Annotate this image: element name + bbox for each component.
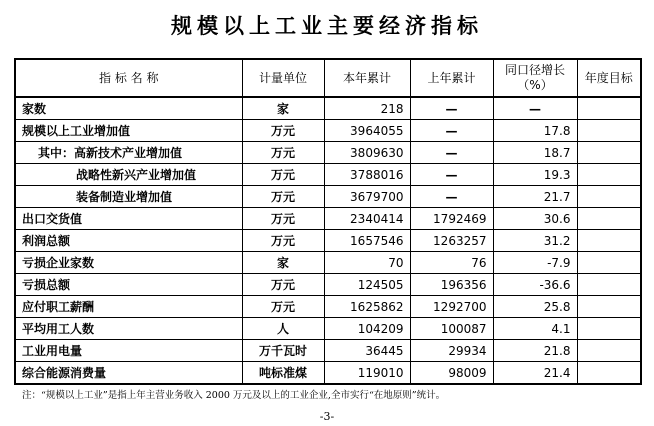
previous-value: — (410, 120, 493, 142)
indicator-name: 利润总额 (15, 230, 242, 252)
unit-cell: 万元 (242, 120, 324, 142)
current-value: 3679700 (324, 186, 410, 208)
current-value: 36445 (324, 340, 410, 362)
unit-cell: 人 (242, 318, 324, 340)
growth-value: 21.7 (493, 186, 577, 208)
target-value (577, 230, 641, 252)
unit-cell: 万元 (242, 274, 324, 296)
header-current: 本年累计 (324, 59, 410, 97)
indicator-name: 家数 (15, 97, 242, 120)
growth-value: 30.6 (493, 208, 577, 230)
target-value (577, 142, 641, 164)
previous-value: 29934 (410, 340, 493, 362)
current-value: 70 (324, 252, 410, 274)
indicator-name: 出口交货值 (15, 208, 242, 230)
header-growth-label: 同口径增长 (504, 63, 565, 77)
current-value: 1657546 (324, 230, 410, 252)
target-value (577, 186, 641, 208)
header-unit: 计量单位 (242, 59, 324, 97)
growth-value: 17.8 (493, 120, 577, 142)
previous-value: 1792469 (410, 208, 493, 230)
table-row (15, 296, 641, 318)
footnote: 注：“规模以上工业”是指上年主营业务收入 2000 万元及以上的工业企业,全市实行“在地原则”统计。 (22, 390, 446, 401)
table-row (15, 362, 641, 385)
table-row (15, 142, 641, 164)
unit-cell: 吨标准煤 (242, 362, 324, 385)
unit-cell: 家 (242, 252, 324, 274)
previous-value: 100087 (410, 318, 493, 340)
current-value: 124505 (324, 274, 410, 296)
current-value: 2340414 (324, 208, 410, 230)
previous-value: 196356 (410, 274, 493, 296)
growth-value: 19.3 (493, 164, 577, 186)
growth-value: 18.7 (493, 142, 577, 164)
indicator-name: 综合能源消费量 (15, 362, 242, 385)
growth-value: 21.4 (493, 362, 577, 385)
unit-cell: 万元 (242, 230, 324, 252)
table-row (15, 97, 641, 120)
target-value (577, 252, 641, 274)
current-value: 3809630 (324, 142, 410, 164)
previous-value: — (410, 97, 493, 120)
unit-cell: 家 (242, 97, 324, 120)
table-row (15, 230, 641, 252)
current-value: 119010 (324, 362, 410, 385)
previous-value: — (410, 186, 493, 208)
target-value (577, 362, 641, 385)
header-target: 年度目标 (577, 59, 641, 97)
header-growth (493, 59, 577, 97)
table-header-row (15, 59, 641, 97)
table-row (15, 120, 641, 142)
growth-value: 25.8 (493, 296, 577, 318)
previous-value: 1263257 (410, 230, 493, 252)
target-value (577, 340, 641, 362)
unit-cell: 万元 (242, 142, 324, 164)
target-value (577, 208, 641, 230)
indicator-name: 规模以上工业增加值 (15, 120, 242, 142)
indicator-name: 工业用电量 (15, 340, 242, 362)
growth-value: 4.1 (493, 318, 577, 340)
unit-cell: 万元 (242, 186, 324, 208)
indicator-name: 其中：高新技术产业增加值 (15, 142, 242, 164)
header-name: 指 标 名 称 (15, 59, 242, 97)
indicator-name: 战略性新兴产业增加值 (15, 164, 242, 186)
page-number: -3- (319, 410, 335, 423)
current-value: 218 (324, 97, 410, 120)
table-row (15, 186, 641, 208)
growth-value: 31.2 (493, 230, 577, 252)
unit-cell: 万元 (242, 296, 324, 318)
target-value (577, 296, 641, 318)
current-value: 3964055 (324, 120, 410, 142)
header-previous: 上年累计 (410, 59, 493, 97)
table-row (15, 318, 641, 340)
current-value: 1625862 (324, 296, 410, 318)
target-value (577, 97, 641, 120)
target-value (577, 274, 641, 296)
unit-cell: 万千瓦时 (242, 340, 324, 362)
current-value: 104209 (324, 318, 410, 340)
growth-value: -36.6 (493, 274, 577, 296)
previous-value: 76 (410, 252, 493, 274)
growth-value: 21.8 (493, 340, 577, 362)
growth-value: -7.9 (493, 252, 577, 274)
indicator-name: 平均用工人数 (15, 318, 242, 340)
table-row (15, 164, 641, 186)
target-value (577, 120, 641, 142)
table-row (15, 208, 641, 230)
target-value (577, 318, 641, 340)
previous-value: — (410, 164, 493, 186)
indicator-name: 亏损总额 (15, 274, 242, 296)
indicator-name: 应付职工薪酬 (15, 296, 242, 318)
page-title: 规模以上工业主要经济指标 (171, 14, 483, 38)
previous-value: 98009 (410, 362, 493, 385)
previous-value: — (410, 142, 493, 164)
growth-value: — (493, 97, 577, 120)
unit-cell: 万元 (242, 208, 324, 230)
table-body (15, 97, 641, 384)
table-row (15, 252, 641, 274)
target-value (577, 164, 641, 186)
header-growth-unit: （%） (517, 78, 553, 92)
indicator-name: 亏损企业家数 (15, 252, 242, 274)
current-value: 3788016 (324, 164, 410, 186)
table-row (15, 274, 641, 296)
indicators-table (14, 58, 642, 385)
indicator-name: 装备制造业增加值 (15, 186, 242, 208)
unit-cell: 万元 (242, 164, 324, 186)
table-row (15, 340, 641, 362)
previous-value: 1292700 (410, 296, 493, 318)
